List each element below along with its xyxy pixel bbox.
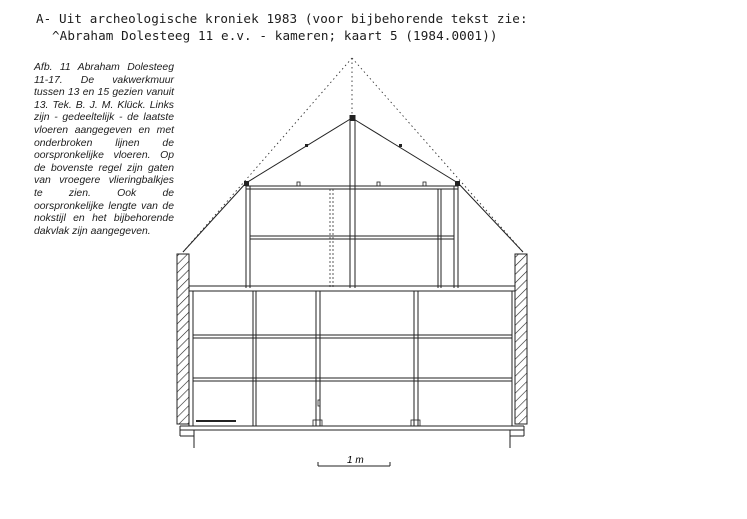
figure-caption: Afb. 11 Abraham Dolesteeg 11-17. De vakwerkmuur tussen 13 en 15 gezien vanuit 13. Tek. B. J. M. Klück. Links zijn - gedeeltelijk - de laatste vloeren aangegeven en met onderbroken lijnen de oorspronkelijke vloeren. Op de bovenste regel zijn gaten van vroegere vlieringbalkjes te zien. Ook de oorspronkelijke lengte van de nokstijl en het bijbehorende dakvlak zijn aangegeven. (34, 62, 174, 237)
header-line-1: A- Uit archeologische kroniek 1983 (voor bijbehorende tekst zie: (36, 11, 528, 26)
lower-frame (189, 291, 512, 426)
original-roof-line (183, 58, 523, 252)
upper-frame (246, 186, 458, 288)
right-side-wall (515, 254, 527, 424)
sill-beam (180, 426, 524, 448)
joist-holes (297, 182, 426, 186)
left-side-wall (177, 254, 189, 424)
purlin-blocks (244, 115, 460, 186)
post-feet (313, 400, 420, 426)
attic-floor-beam (189, 286, 515, 291)
header-line-2: ^Abraham Dolesteeg 11 e.v. - kameren; kaart 5 (1984.0001)) (52, 28, 498, 43)
ridge-post (350, 120, 355, 288)
scale-label: 1 m (347, 455, 364, 466)
current-roof-slopes (183, 118, 523, 252)
